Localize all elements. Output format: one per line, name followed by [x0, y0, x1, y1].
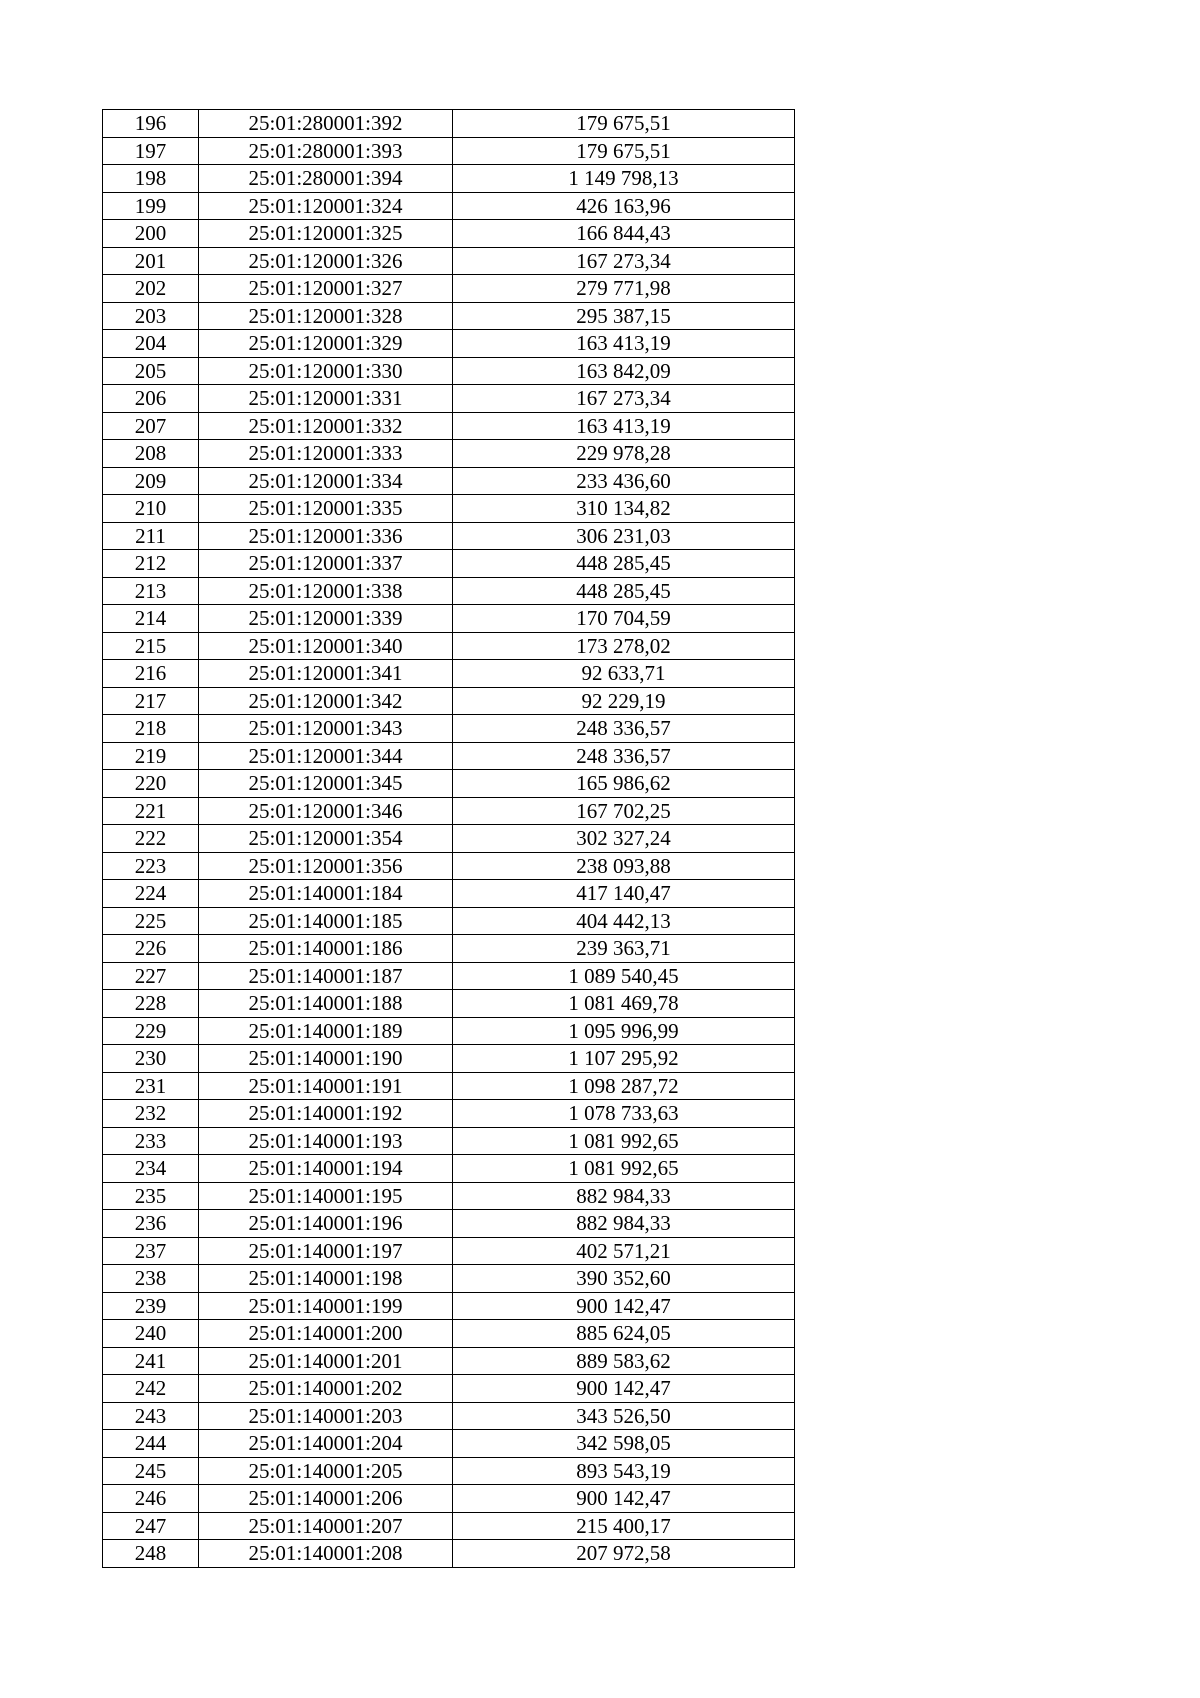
row-number-cell: 213 — [103, 577, 199, 605]
table-row — [103, 522, 795, 550]
cadastral-number-cell: 25:01:120001:343 — [199, 715, 453, 743]
row-number-cell: 237 — [103, 1237, 199, 1265]
cadastral-value-cell: 893 543,19 — [453, 1457, 795, 1485]
cadastral-value-cell: 1 081 469,78 — [453, 990, 795, 1018]
row-number-cell: 232 — [103, 1100, 199, 1128]
table-row — [103, 467, 795, 495]
cadastral-value-cell: 448 285,45 — [453, 577, 795, 605]
row-number-cell: 217 — [103, 687, 199, 715]
cadastral-number-cell: 25:01:120001:328 — [199, 302, 453, 330]
table-row — [103, 110, 795, 138]
row-number-cell: 227 — [103, 962, 199, 990]
cadastral-value-cell: 170 704,59 — [453, 605, 795, 633]
table-row — [103, 330, 795, 358]
cadastral-value-cell: 248 336,57 — [453, 715, 795, 743]
row-number-cell: 224 — [103, 880, 199, 908]
cadastral-value-cell: 163 842,09 — [453, 357, 795, 385]
cadastral-number-cell: 25:01:120001:336 — [199, 522, 453, 550]
cadastral-number-cell: 25:01:140001:208 — [199, 1540, 453, 1568]
cadastral-value-cell: 279 771,98 — [453, 275, 795, 303]
table-row — [103, 1265, 795, 1293]
row-number-cell: 198 — [103, 165, 199, 193]
row-number-cell: 197 — [103, 137, 199, 165]
cadastral-number-cell: 25:01:120001:344 — [199, 742, 453, 770]
cadastral-value-cell: 1 098 287,72 — [453, 1072, 795, 1100]
table-row — [103, 220, 795, 248]
cadastral-value-cell: 885 624,05 — [453, 1320, 795, 1348]
row-number-cell: 208 — [103, 440, 199, 468]
cadastral-value-cell: 882 984,33 — [453, 1210, 795, 1238]
row-number-cell: 245 — [103, 1457, 199, 1485]
cadastral-value-cell: 426 163,96 — [453, 192, 795, 220]
cadastral-value-cell: 238 093,88 — [453, 852, 795, 880]
row-number-cell: 204 — [103, 330, 199, 358]
row-number-cell: 202 — [103, 275, 199, 303]
row-number-cell: 229 — [103, 1017, 199, 1045]
table-row — [103, 1017, 795, 1045]
row-number-cell: 226 — [103, 935, 199, 963]
row-number-cell: 240 — [103, 1320, 199, 1348]
cadastral-number-cell: 25:01:140001:192 — [199, 1100, 453, 1128]
table-row — [103, 495, 795, 523]
cadastral-number-cell: 25:01:140001:206 — [199, 1485, 453, 1513]
cadastral-number-cell: 25:01:140001:204 — [199, 1430, 453, 1458]
row-number-cell: 221 — [103, 797, 199, 825]
cadastral-value-cell: 248 336,57 — [453, 742, 795, 770]
cadastral-value-cell: 1 081 992,65 — [453, 1127, 795, 1155]
cadastral-number-cell: 25:01:140001:201 — [199, 1347, 453, 1375]
cadastral-value-cell: 179 675,51 — [453, 137, 795, 165]
table-row — [103, 1512, 795, 1540]
row-number-cell: 206 — [103, 385, 199, 413]
cadastral-number-cell: 25:01:140001:193 — [199, 1127, 453, 1155]
table-row — [103, 1237, 795, 1265]
cadastral-value-cell: 295 387,15 — [453, 302, 795, 330]
table-row — [103, 770, 795, 798]
row-number-cell: 212 — [103, 550, 199, 578]
table-row — [103, 797, 795, 825]
row-number-cell: 241 — [103, 1347, 199, 1375]
cadastral-number-cell: 25:01:140001:195 — [199, 1182, 453, 1210]
cadastral-number-cell: 25:01:140001:200 — [199, 1320, 453, 1348]
cadastral-number-cell: 25:01:140001:203 — [199, 1402, 453, 1430]
cadastral-number-cell: 25:01:140001:187 — [199, 962, 453, 990]
cadastral-value-cell: 448 285,45 — [453, 550, 795, 578]
table-row — [103, 577, 795, 605]
cadastral-number-cell: 25:01:120001:330 — [199, 357, 453, 385]
cadastral-number-cell: 25:01:140001:190 — [199, 1045, 453, 1073]
cadastral-value-cell: 207 972,58 — [453, 1540, 795, 1568]
row-number-cell: 235 — [103, 1182, 199, 1210]
cadastral-number-cell: 25:01:120001:325 — [199, 220, 453, 248]
cadastral-value-cell: 167 273,34 — [453, 385, 795, 413]
cadastral-number-cell: 25:01:140001:185 — [199, 907, 453, 935]
cadastral-value-cell: 163 413,19 — [453, 330, 795, 358]
cadastral-value-cell: 1 078 733,63 — [453, 1100, 795, 1128]
cadastral-value-cell: 306 231,03 — [453, 522, 795, 550]
cadastral-value-cell: 229 978,28 — [453, 440, 795, 468]
cadastral-number-cell: 25:01:140001:188 — [199, 990, 453, 1018]
table-row — [103, 1430, 795, 1458]
row-number-cell: 233 — [103, 1127, 199, 1155]
row-number-cell: 243 — [103, 1402, 199, 1430]
cadastral-number-cell: 25:01:140001:199 — [199, 1292, 453, 1320]
table-row — [103, 1540, 795, 1568]
cadastral-value-cell: 889 583,62 — [453, 1347, 795, 1375]
cadastral-value-cell: 215 400,17 — [453, 1512, 795, 1540]
row-number-cell: 219 — [103, 742, 199, 770]
table-row — [103, 275, 795, 303]
cadastral-value-table — [102, 109, 795, 1568]
cadastral-number-cell: 25:01:140001:202 — [199, 1375, 453, 1403]
table-row — [103, 660, 795, 688]
row-number-cell: 215 — [103, 632, 199, 660]
row-number-cell: 199 — [103, 192, 199, 220]
cadastral-number-cell: 25:01:280001:394 — [199, 165, 453, 193]
cadastral-number-cell: 25:01:140001:184 — [199, 880, 453, 908]
cadastral-value-cell: 163 413,19 — [453, 412, 795, 440]
cadastral-number-cell: 25:01:280001:393 — [199, 137, 453, 165]
table-row — [103, 880, 795, 908]
cadastral-number-cell: 25:01:140001:186 — [199, 935, 453, 963]
table-body — [103, 110, 795, 1568]
cadastral-value-cell: 1 095 996,99 — [453, 1017, 795, 1045]
cadastral-number-cell: 25:01:140001:189 — [199, 1017, 453, 1045]
cadastral-number-cell: 25:01:140001:207 — [199, 1512, 453, 1540]
table-row — [103, 990, 795, 1018]
row-number-cell: 238 — [103, 1265, 199, 1293]
row-number-cell: 246 — [103, 1485, 199, 1513]
cadastral-value-cell: 404 442,13 — [453, 907, 795, 935]
cadastral-number-cell: 25:01:120001:345 — [199, 770, 453, 798]
cadastral-number-cell: 25:01:120001:339 — [199, 605, 453, 633]
cadastral-number-cell: 25:01:120001:335 — [199, 495, 453, 523]
cadastral-value-cell: 417 140,47 — [453, 880, 795, 908]
cadastral-value-cell: 402 571,21 — [453, 1237, 795, 1265]
cadastral-value-cell: 167 702,25 — [453, 797, 795, 825]
row-number-cell: 234 — [103, 1155, 199, 1183]
row-number-cell: 216 — [103, 660, 199, 688]
table-row — [103, 1045, 795, 1073]
cadastral-value-cell: 173 278,02 — [453, 632, 795, 660]
cadastral-number-cell: 25:01:140001:205 — [199, 1457, 453, 1485]
row-number-cell: 222 — [103, 825, 199, 853]
cadastral-number-cell: 25:01:120001:354 — [199, 825, 453, 853]
table-row — [103, 1347, 795, 1375]
cadastral-value-cell: 900 142,47 — [453, 1485, 795, 1513]
table-row — [103, 1127, 795, 1155]
cadastral-value-cell: 233 436,60 — [453, 467, 795, 495]
table-row — [103, 440, 795, 468]
table-row — [103, 825, 795, 853]
table-row — [103, 715, 795, 743]
table-row — [103, 1457, 795, 1485]
cadastral-number-cell: 25:01:120001:341 — [199, 660, 453, 688]
cadastral-value-cell: 1 149 798,13 — [453, 165, 795, 193]
cadastral-number-cell: 25:01:140001:197 — [199, 1237, 453, 1265]
cadastral-value-cell: 179 675,51 — [453, 110, 795, 138]
row-number-cell: 207 — [103, 412, 199, 440]
table-row — [103, 192, 795, 220]
cadastral-value-cell: 900 142,47 — [453, 1292, 795, 1320]
cadastral-number-cell: 25:01:140001:196 — [199, 1210, 453, 1238]
table-row — [103, 1375, 795, 1403]
cadastral-number-cell: 25:01:120001:326 — [199, 247, 453, 275]
table-row — [103, 632, 795, 660]
row-number-cell: 201 — [103, 247, 199, 275]
row-number-cell: 242 — [103, 1375, 199, 1403]
row-number-cell: 211 — [103, 522, 199, 550]
table-row — [103, 357, 795, 385]
row-number-cell: 210 — [103, 495, 199, 523]
table-row — [103, 605, 795, 633]
cadastral-number-cell: 25:01:120001:331 — [199, 385, 453, 413]
table-row — [103, 1182, 795, 1210]
table-row — [103, 550, 795, 578]
row-number-cell: 236 — [103, 1210, 199, 1238]
table-row — [103, 1155, 795, 1183]
cadastral-number-cell: 25:01:120001:340 — [199, 632, 453, 660]
cadastral-number-cell: 25:01:120001:337 — [199, 550, 453, 578]
cadastral-number-cell: 25:01:140001:191 — [199, 1072, 453, 1100]
cadastral-number-cell: 25:01:120001:342 — [199, 687, 453, 715]
row-number-cell: 220 — [103, 770, 199, 798]
table-row — [103, 385, 795, 413]
cadastral-number-cell: 25:01:120001:329 — [199, 330, 453, 358]
cadastral-number-cell: 25:01:140001:198 — [199, 1265, 453, 1293]
cadastral-value-cell: 900 142,47 — [453, 1375, 795, 1403]
row-number-cell: 196 — [103, 110, 199, 138]
row-number-cell: 247 — [103, 1512, 199, 1540]
cadastral-value-cell: 882 984,33 — [453, 1182, 795, 1210]
row-number-cell: 200 — [103, 220, 199, 248]
row-number-cell: 244 — [103, 1430, 199, 1458]
row-number-cell: 225 — [103, 907, 199, 935]
row-number-cell: 218 — [103, 715, 199, 743]
row-number-cell: 223 — [103, 852, 199, 880]
cadastral-value-cell: 166 844,43 — [453, 220, 795, 248]
row-number-cell: 209 — [103, 467, 199, 495]
cadastral-value-cell: 342 598,05 — [453, 1430, 795, 1458]
table-row — [103, 1402, 795, 1430]
table-row — [103, 137, 795, 165]
cadastral-value-cell: 1 081 992,65 — [453, 1155, 795, 1183]
table-row — [103, 962, 795, 990]
cadastral-value-cell: 390 352,60 — [453, 1265, 795, 1293]
table-row — [103, 1292, 795, 1320]
table-row — [103, 412, 795, 440]
table-row — [103, 165, 795, 193]
cadastral-number-cell: 25:01:120001:332 — [199, 412, 453, 440]
row-number-cell: 228 — [103, 990, 199, 1018]
row-number-cell: 205 — [103, 357, 199, 385]
cadastral-value-cell: 310 134,82 — [453, 495, 795, 523]
cadastral-value-cell: 302 327,24 — [453, 825, 795, 853]
cadastral-value-cell: 165 986,62 — [453, 770, 795, 798]
row-number-cell: 231 — [103, 1072, 199, 1100]
row-number-cell: 248 — [103, 1540, 199, 1568]
cadastral-number-cell: 25:01:120001:346 — [199, 797, 453, 825]
cadastral-value-cell: 1 089 540,45 — [453, 962, 795, 990]
cadastral-number-cell: 25:01:120001:334 — [199, 467, 453, 495]
cadastral-number-cell: 25:01:120001:338 — [199, 577, 453, 605]
cadastral-number-cell: 25:01:120001:327 — [199, 275, 453, 303]
cadastral-number-cell: 25:01:120001:333 — [199, 440, 453, 468]
table-row — [103, 742, 795, 770]
table-row — [103, 1100, 795, 1128]
table-row — [103, 247, 795, 275]
table-row — [103, 1485, 795, 1513]
table-row — [103, 935, 795, 963]
table-row — [103, 1072, 795, 1100]
cadastral-number-cell: 25:01:280001:392 — [199, 110, 453, 138]
row-number-cell: 203 — [103, 302, 199, 330]
cadastral-number-cell: 25:01:140001:194 — [199, 1155, 453, 1183]
cadastral-value-cell: 239 363,71 — [453, 935, 795, 963]
cadastral-number-cell: 25:01:120001:324 — [199, 192, 453, 220]
table-row — [103, 907, 795, 935]
table-row — [103, 302, 795, 330]
cadastral-value-cell: 167 273,34 — [453, 247, 795, 275]
row-number-cell: 239 — [103, 1292, 199, 1320]
cadastral-value-cell: 92 633,71 — [453, 660, 795, 688]
cadastral-value-cell: 1 107 295,92 — [453, 1045, 795, 1073]
table-row — [103, 1210, 795, 1238]
row-number-cell: 214 — [103, 605, 199, 633]
table-row — [103, 687, 795, 715]
table-row — [103, 1320, 795, 1348]
cadastral-number-cell: 25:01:120001:356 — [199, 852, 453, 880]
cadastral-value-cell: 92 229,19 — [453, 687, 795, 715]
cadastral-value-cell: 343 526,50 — [453, 1402, 795, 1430]
table-row — [103, 852, 795, 880]
row-number-cell: 230 — [103, 1045, 199, 1073]
